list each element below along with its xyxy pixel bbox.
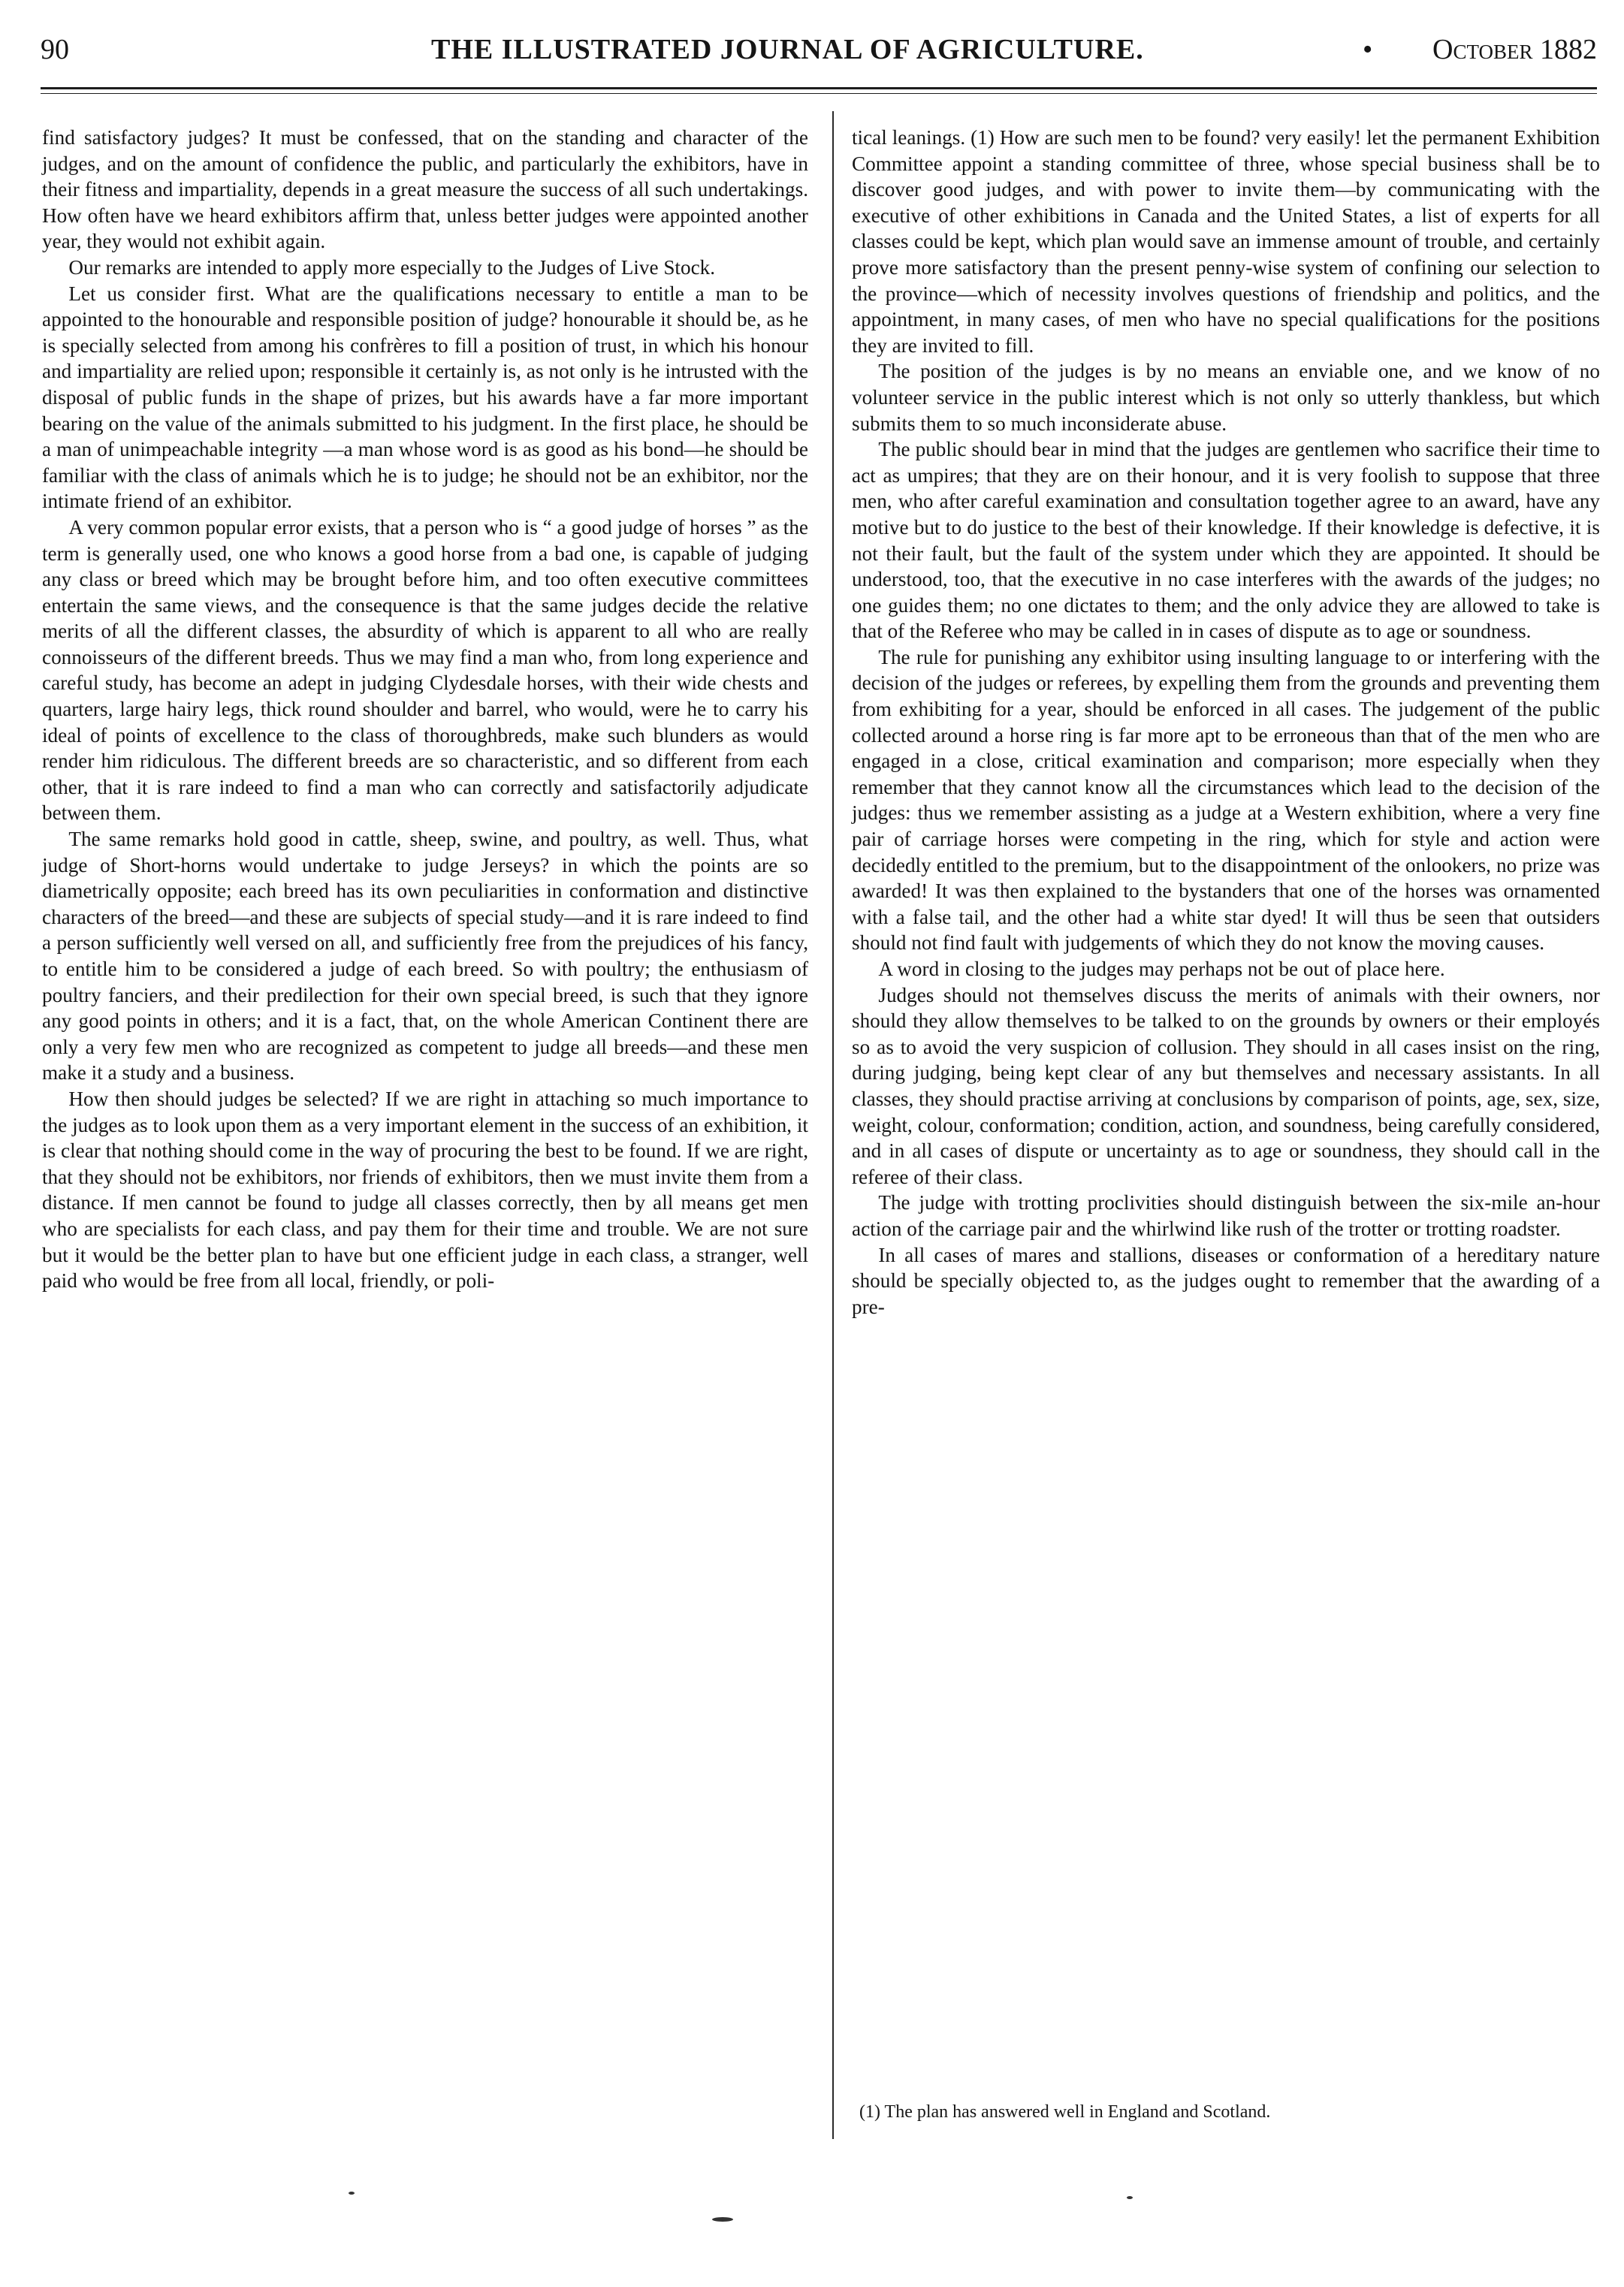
paragraph: Judges should not themselves discuss the merits of animals with their owners, nor should they allow themselves to be talked to on the grounds by owners or their employés so as to avoid the very suspicion of collusion. They should in all cases insist on the ring, during judging, being kept clear of any but themselves and necessary assistants. In all classes, they should practise arriving at conclusions by comparison of points, age, sex, size, weight, colour, conformation; condition, action, and soundness, being carefully considered, and in all cases of dispute or uncertainty as to age or soundness, they should call in the referee of their class. [852,983,1600,1188]
paragraph: How then should judges be selected? If we are right in attaching so much importance to the judges as to look upon them as a very important element in the success of an exhibition, it is clear that nothing should come in the way of procuring the best to be found. If we are right, that they should not be exhibitors, nor friends of exhibitors, then we must invite them from a distance. If men cannot be found to judge all classes correctly, then by all means get men who are specialists for each class, and pay them for their time and trouble. We are not sure but it would be the better plan to have but one efficient judge in each class, a stranger, well paid who would be free from all local, friendly, or poli- [42,1087,808,1293]
print-smudge [712,2217,733,2222]
right-column [852,125,1600,1320]
header-rule [41,87,1597,89]
paragraph: The rule for punishing any exhibitor using insulting language to or interfering with the decision of the judges or referees, by expelling them from the grounds and preventing them from exhibiting for a year, should be enforced in all cases. The judgement of the public collected around a horse ring is far more apt to be erroneous than that of the men who are engaged in a close, critical examination and comparison; more especially when they remember that they cannot know all the circumstances which lead to the decision of the judges: thus we remember assisting as a judge at a Western exhibition, where a very fine pair of carriage horses were competing in the ring, which for style and action were decidedly entitled to the premium, but to the disappointment of the onlookers, no prize was awarded! It was then explained to the bystanders that one of the horses was ornamented with a false tail, and the other had a white star dyed! It will thus be seen that outsiders should not find fault with judgements of which they do not know the moving causes. [852,645,1600,955]
paragraph: A word in closing to the judges may perhaps not be out of place here. [878,958,1445,980]
paragraph: A very common popular error exists, that a person who is “ a good judge of horses ” as the term is generally used, one who knows a good horse from a bad one, is capable of judging any class or breed which may be brought before him, and too often executive committees entertain the same views, and the consequence is that the same judges decide the relative merits of all the different classes, the absurdity of which is apparent to all who are really connoisseurs of the different breeds. Thus we may find a man who, from long experience and careful study, has become an adept in judging Clydesdale horses, with their wide chests and quarters, large hairy legs, thick round shoulder and barrel, who would, were he to carry his ideal of points of excellence to the class of thoroughbreds, make such blunders as would render him ridiculous. The different breeds are so characteristic, and so different from each other, that it is rare indeed to find a man who can correctly and satisfactorily adjudicate between them. [42,515,808,825]
left-column [42,125,808,1294]
page-number: 90 [41,34,69,65]
header-dot: • [1363,34,1373,65]
paragraph: Let us consider first. What are the qualifications necessary to entitle a man to be appointed to the honourable and responsible position of judge? honourable it should be, as he is specially selected from among his confrères to fill a position of trust, in which his honour and impartiality are relied upon; responsible it certainly is, as not only is he intrusted with the disposal of public funds in the shape of prizes, but his awards have a far more important bearing on the value of the animals submitted to his judgment. In the first place, he should be a man of unimpeachable integrity —a man whose word is as good as his bond—he should be familiar with the class of animals which he is to judge; he should not be an exhibitor, nor the intimate friend of an exhibitor. [42,282,808,513]
print-smudge [349,2192,355,2195]
page-header [41,26,1597,74]
paragraph: The judge with trotting proclivities should distinguish between the six-mile an-hour action of the carriage pair and the whirlwind like rush of the trotter or trotting roadster. [852,1191,1600,1240]
paragraph: The position of the judges is by no means an enviable one, and we know of no volunteer service in the public interest which is not only so utterly thankless, but which submits them to so much inconsiderate abuse. [852,360,1600,435]
issue-date: October 1882 [1432,34,1597,65]
footnote: (1) The plan has answered well in England and Scotland. [859,2102,1271,2122]
paragraph: find satisfactory judges? It must be confessed, that on the standing and character of the judges, and on the amount of confidence the public, and particularly the exhibitors, have in their fitness and impartiality, depends in a great measure the success of all such undertakings. How often have we heard exhibitors affirm that, unless better judges were appointed another year, they would not exhibit again. [42,126,808,253]
paragraph: The same remarks hold good in cattle, sheep, swine, and poultry, as well. Thus, what judge of Short-horns would undertake to judge Jerseys? in which the points are so diametrically opposite; each breed has its own peculiarities in conformation and distinctive characters of the breed—and these are subjects of special study—and it is rare indeed to find a person sufficiently well versed on all, and sufficiently free from the prejudices of his fancy, to entitle him to be considered a judge of each breed. So with poultry; the enthusiasm of poultry fanciers, and their predilection for their own special breed, is such that they ignore any good points in others; and it is a fact, that, on the whole American Continent there are only a very few men who are recognized as competent to judge all breeds—and these men make it a study and a business. [42,828,808,1085]
column-divider [832,111,834,2139]
paragraph: In all cases of mares and stallions, diseases or conformation of a hereditary nature should be specially objected to, as the judges ought to remember that the awarding of a pre- [852,1243,1600,1318]
paragraph: The public should bear in mind that the judges are gentlemen who sacrifice their time to act as umpires; that they are on their honour, and it is very foolish to suppose that three men, who after careful examination and consultation together agree to an award, have any motive but to do justice to the best of their knowledge. If their knowledge is defective, it is not their fault, but the fault of the system under which they are appointed. It should be understood, too, that the executive in no case interferes with the awards of the judges; no one guides them; no one dictates to them; and the only advice they are allowed to take is that of the Referee who may be called in in cases of dispute as to age or soundness. [852,438,1600,643]
print-smudge [1127,2196,1133,2199]
paragraph: tical leanings. (1) How are such men to be found? very easily! let the permanent Exhibition Committee appoint a standing committee of three, whose special business shall be to discover good judges, and with power to invite them—by communicating with the executive of other exhibitions in Canada and the United States, a list of experts for all classes could be kept, which plan would save an immense amount of trouble, and certainly prove more satisfactory than the present penny-wise system of confining our selection to the province—which of necessity involves questions of friendship and politics, and the appointment, in many cases, of men who have no special qualifications for the positions they are invited to fill. [852,126,1600,357]
paragraph: Our remarks are intended to apply more especially to the Judges of Live Stock. [68,255,716,279]
journal-title: THE ILLUSTRATED JOURNAL OF AGRICULTURE. [431,34,1144,65]
header-rule-thin [41,93,1597,94]
